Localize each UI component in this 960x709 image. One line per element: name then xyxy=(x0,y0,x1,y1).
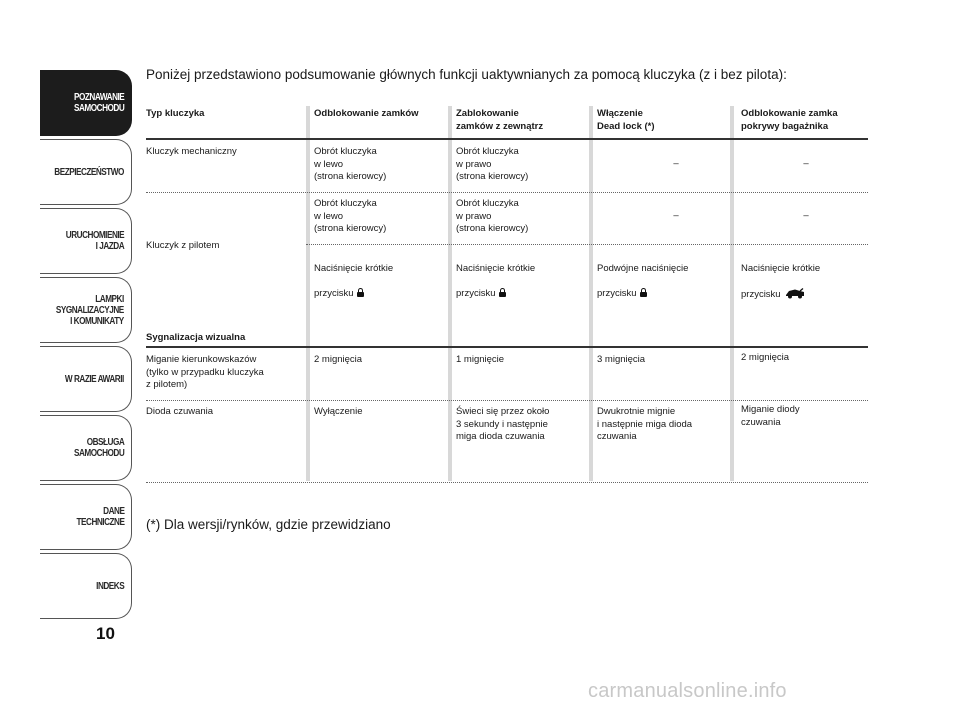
header-deadlock: Włączenie Dead lock (*) xyxy=(597,108,655,132)
tab-dane-techniczne[interactable] xyxy=(40,484,132,550)
cell-text: przycisku xyxy=(456,287,496,299)
cell-indicators-boot: 2 mignięcia xyxy=(741,352,790,363)
tab-label: LAMPKI SYGNALIZACYJNE I KOMUNIKATY xyxy=(56,293,124,327)
padlock-icon xyxy=(640,288,647,297)
column-separator xyxy=(306,106,310,481)
cell-indicators-deadlock: 3 mignięcia xyxy=(597,354,646,365)
cell-indicators-unlock: 2 mignięcia xyxy=(314,354,363,365)
header-divider xyxy=(146,138,868,140)
column-separator xyxy=(589,106,593,481)
cell-text: przycisku xyxy=(741,288,781,300)
padlock-icon xyxy=(499,288,506,297)
tab-label: URUCHOMIENIE I JAZDA xyxy=(65,230,124,252)
cell-remote-boot-mechanical: – xyxy=(803,210,809,221)
header-key-type: Typ kluczyka xyxy=(146,108,205,119)
tab-bezpieczenstwo[interactable] xyxy=(40,139,132,205)
padlock-icon xyxy=(357,288,364,297)
row-divider xyxy=(146,192,868,193)
page-number: 10 xyxy=(96,624,115,643)
tab-obsluga-samochodu[interactable] xyxy=(40,415,132,481)
cell-led-boot: Miganie diody czuwania xyxy=(741,404,800,428)
cell-text: przycisku xyxy=(314,287,354,299)
cell-remote-deadlock-mechanical: – xyxy=(673,210,679,221)
cell-remote-type: Kluczyk z pilotem xyxy=(146,240,220,251)
row-divider xyxy=(146,482,868,483)
cell-remote-deadlock-button xyxy=(597,250,688,300)
cell-text: Naciśnięcie krótkie xyxy=(314,262,394,274)
tab-label: INDEKS xyxy=(95,580,124,592)
tab-label: DANE TECHNICZNE xyxy=(76,506,124,528)
car-boot-icon xyxy=(785,288,805,299)
tab-w-razie-awarii[interactable] xyxy=(40,346,132,412)
cell-led-lock: Świeci się przez około 3 sekundy i następnie miga dioda czuwania xyxy=(456,406,550,442)
cell-led-type: Dioda czuwania xyxy=(146,406,214,417)
cell-mechanical-type: Kluczyk mechaniczny xyxy=(146,146,237,157)
cell-text: Naciśnięcie krótkie xyxy=(741,262,821,274)
tab-label: W RAZIE AWARII xyxy=(65,373,124,385)
tab-label: BEZPIECZEŃSTWO xyxy=(54,166,124,178)
tab-label: POZNAWANIE SAMOCHODU xyxy=(73,92,124,114)
tab-label: OBSŁUGA SAMOCHODU xyxy=(73,437,124,459)
cell-text: przycisku xyxy=(597,287,637,299)
cell-mechanical-deadlock: – xyxy=(673,158,679,169)
tab-poznawanie-samochodu[interactable] xyxy=(40,70,132,136)
cell-indicators-lock: 1 mignięcie xyxy=(456,354,505,365)
key-functions-table xyxy=(146,106,868,486)
cell-remote-unlock-mechanical: Obrót kluczyka w lewo (strona kierowcy) xyxy=(314,198,387,234)
cell-remote-lock-mechanical: Obrót kluczyka w prawo (strona kierowcy) xyxy=(456,198,529,234)
column-separator xyxy=(730,106,734,481)
footnote: (*) Dla wersji/rynków, gdzie przewidziano xyxy=(146,517,391,532)
section-divider xyxy=(146,346,868,348)
header-lock: Zablokowanie zamków z zewnątrz xyxy=(456,108,544,132)
tab-lampki-sygnalizacyjne[interactable] xyxy=(40,277,132,343)
cell-indicators-type: Miganie kierunkowskazów (tylko w przypadku kluczyka z pilotem) xyxy=(146,354,264,390)
cell-led-unlock: Wyłączenie xyxy=(314,406,363,417)
row-divider xyxy=(306,244,868,245)
cell-remote-lock-button xyxy=(456,250,535,300)
cell-text: Podwójne naciśnięcie xyxy=(597,262,689,274)
header-unlock: Odblokowanie zamków xyxy=(314,108,419,119)
cell-led-deadlock: Dwukrotnie mignie i następnie miga dioda czuwania xyxy=(597,406,693,442)
column-separator xyxy=(448,106,452,481)
tab-indeks[interactable] xyxy=(40,553,132,619)
header-boot: Odblokowanie zamka pokrywy bagażnika xyxy=(741,108,838,132)
cell-remote-boot-button xyxy=(741,250,820,301)
row-divider xyxy=(146,400,868,401)
cell-mechanical-lock: Obrót kluczyka w prawo (strona kierowcy) xyxy=(456,146,529,182)
cell-mechanical-boot: – xyxy=(803,158,809,169)
watermark: carmanualsonline.info xyxy=(588,680,787,702)
cell-remote-unlock-button xyxy=(314,250,393,300)
cell-mechanical-unlock: Obrót kluczyka w lewo (strona kierowcy) xyxy=(314,146,387,182)
tab-uruchomienie-i-jazda[interactable] xyxy=(40,208,132,274)
section-visual-signaling: Sygnalizacja wizualna xyxy=(146,332,246,343)
intro-text: Poniżej przedstawiono podsumowanie głównych funkcji uaktywnianych za pomocą kluczyka (z i bez pilota): xyxy=(146,67,787,82)
cell-text: Naciśnięcie krótkie xyxy=(456,262,536,274)
